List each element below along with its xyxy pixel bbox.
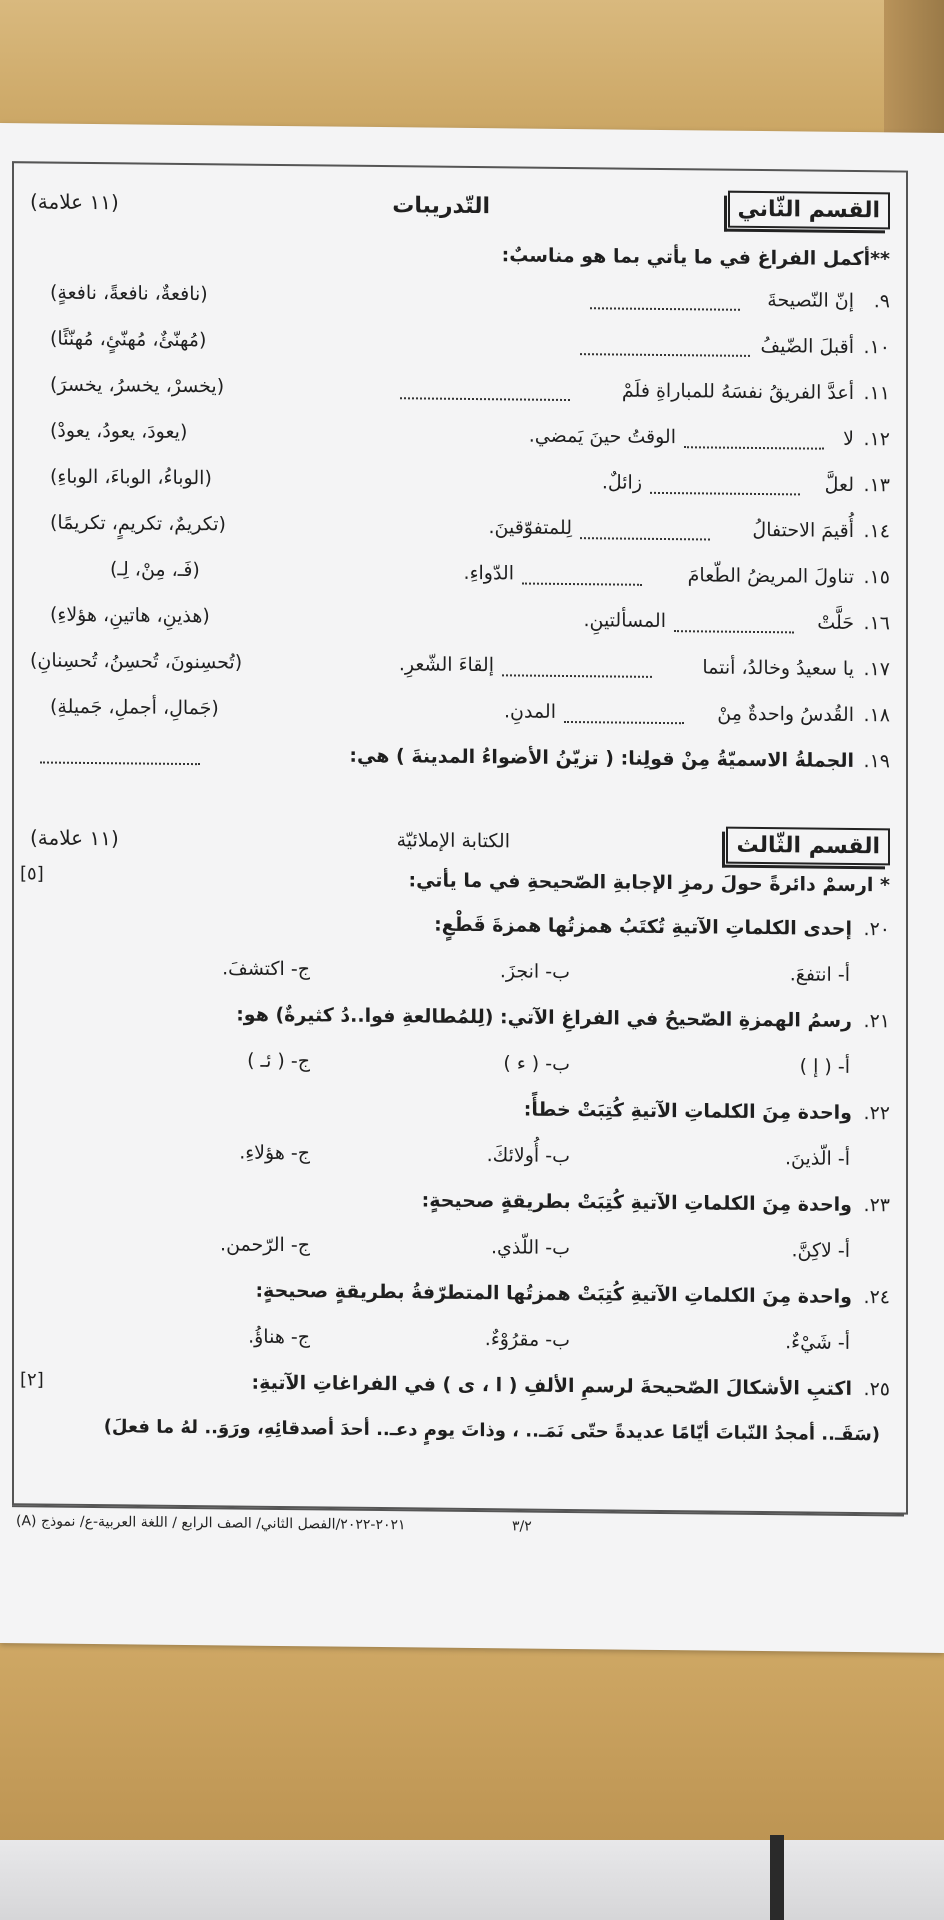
section3-title: القسم الثّالث	[726, 827, 890, 866]
fill-item-14: ١٤. أُقيمَ الاحتفالُ لِلمتفوّقينَ. (تكريمٌ، تكريمٍ، تكريمًا)	[50, 511, 890, 543]
q24-number: ٢٤.	[863, 1286, 890, 1309]
q20-text: إحدى الكلماتِ الآتيةِ تُكتَبُ همزتُها همزةَ قَطْعٍ:	[434, 913, 852, 940]
q22-number: ٢٢.	[863, 1102, 890, 1125]
blank[interactable]	[522, 581, 642, 586]
section3-marks: (١١ علامة)	[30, 825, 119, 851]
q25-number: ٢٥.	[863, 1378, 890, 1401]
q20-option-b[interactable]: ب- انجزَ.	[499, 960, 570, 984]
fill-item-15: ١٥. تناولَ المريضُ الطّعامَ الدّواءِ. (فَـ، مِنْ، لِـ)	[110, 558, 890, 589]
section3-instruction: * ارسمْ دائرةً حولَ رمزِ الإجابةِ الصّحيحةِ في ما يأتي:	[408, 869, 890, 897]
q23-option-c[interactable]: ج- الرّحمن.	[220, 1233, 310, 1257]
blank[interactable]	[580, 535, 710, 540]
q21-option-a[interactable]: أ- ( إ )	[799, 1055, 850, 1078]
fill-item-12: ١٢. لا الوقتُ حينَ يَمضي. (يعودَ، يعودُ، يعودْ)	[50, 419, 890, 451]
q23-number: ٢٣.	[863, 1194, 890, 1217]
blank[interactable]	[564, 719, 684, 724]
exam-paper	[0, 123, 944, 1653]
q22-option-a[interactable]: أ- الّذينَ.	[784, 1147, 850, 1170]
q23-option-a[interactable]: أ- لاكِنَّ.	[791, 1239, 850, 1262]
q24-option-c[interactable]: ج- هناؤُ.	[248, 1325, 310, 1349]
section2-heading: التّدريبات	[392, 193, 490, 220]
fill-item-16: ١٦. حَلَّتْ المسألتينِ. (هذينِ، هاتينِ، هؤلاءِ)	[50, 603, 890, 635]
fill-item-11: ١١. أعدَّ الفريقُ نفسَهُ للمباراةِ فلَمْ (يخسرْ، يخسرُ، يخسرَ)	[50, 373, 890, 405]
q24-option-a[interactable]: أ- شَيْءٌ.	[785, 1331, 850, 1354]
q22-text: واحدة مِنَ الكلماتِ الآتيةِ كُتِبَتْ خطأً:	[523, 1098, 852, 1124]
q20-number: ٢٠.	[863, 918, 890, 941]
background-object-dark	[770, 1835, 784, 1920]
fill-item-18: ١٨. القُدسُ واحدةٌ مِنْ المدنِ. (جَمالِ، أجملِ، جَميلةِ)	[50, 695, 890, 727]
q21-number: ٢١.	[863, 1010, 890, 1033]
q21-option-b[interactable]: ب- ( ء )	[503, 1052, 570, 1076]
background-edge	[884, 0, 944, 140]
fill-item-19: ١٩. الجملةُ الاسميّةُ مِنْ قولِنا: ( تزيّنُ الأضواءُ المدينةَ ) هي:	[20, 741, 890, 790]
blank[interactable]	[502, 672, 652, 678]
fill-item-9: ٩. إنّ النّصيحةَ (نافعةٌ، نافعةً، نافعةٍ)	[50, 281, 890, 313]
q20-option-a[interactable]: أ- انتفعَ.	[789, 963, 850, 986]
q24-option-b[interactable]: ب- مقرُوْءٌ.	[484, 1328, 570, 1352]
footer-info: ٢٠٢١-٢٠٢٢/الفصل الثاني/ الصف الرابع / اللغة العربية-ع/ نموذج (A)	[16, 1513, 406, 1534]
page-number: ٣/٢	[512, 1518, 532, 1535]
q20-option-c[interactable]: ج- اكتشفَ.	[222, 957, 310, 981]
section2-title: القسم الثّاني	[728, 191, 891, 230]
blank[interactable]	[580, 351, 750, 357]
q25-marks: [٢]	[20, 1369, 44, 1391]
q21-text: رسمُ الهمزةِ الصّحيحُ في الفراغِ الآتي: (لِلمُطالعةِ فوا..دُ كثيرةٌ) هو:	[236, 1003, 852, 1032]
section3-submarks: [٥]	[20, 863, 44, 885]
q25-text: اكتبِ الأشكالَ الصّحيحةَ لرسمِ الألفِ ( ا ، ى ) في الفراغاتِ الآتيةِ:	[251, 1371, 852, 1400]
q22-option-b[interactable]: ب- أُولائكَ.	[486, 1144, 570, 1168]
section2-marks: (١١ علامة)	[30, 189, 119, 215]
section3-heading: الكتابة الإملائيّة	[396, 829, 510, 853]
fill-item-10: ١٠. أقبلَ الضّيفُ (مُهنّئٌ، مُهنّئٍ، مُهنّئًا)	[50, 327, 890, 359]
q23-text: واحدة مِنَ الكلماتِ الآتيةِ كُتِبَتْ بطريقةٍ صحيحةٍ:	[421, 1189, 852, 1216]
blank[interactable]	[674, 628, 794, 633]
blank[interactable]	[650, 490, 800, 496]
blank[interactable]	[684, 444, 824, 449]
q21-option-c[interactable]: ج- ( ئـ )	[247, 1049, 310, 1073]
blank[interactable]	[40, 759, 200, 765]
blank[interactable]	[590, 305, 740, 311]
fill-item-13: ١٣. لعلَّ زائلٌ. (الوباءُ، الوباءَ، الوباءِ)	[50, 465, 890, 497]
q22-option-c[interactable]: ج- هؤلاءِ.	[239, 1141, 310, 1165]
section2-instruction: **أكمل الفراغ في ما يأتي بما هو مناسبٌ:	[501, 244, 890, 271]
q24-text: واحدة مِنَ الكلماتِ الآتيةِ كُتِبَتْ همزتُها المتطرّفةُ بطريقةٍ صحيحةٍ:	[255, 1279, 852, 1308]
fill-item-17: ١٧. يا سعيدُ وخالدُ، أنتما إلقاءَ الشّعرِ. (تُحسِنونَ، تُحسِنُ، تُحسِنانِ)	[30, 649, 890, 681]
background-object	[0, 1840, 944, 1920]
blank[interactable]	[400, 395, 570, 401]
q23-option-b[interactable]: ب- اللّذي.	[490, 1236, 570, 1260]
q25-passage: (سَقَـ.. أمجدُ النّباتَ أيّامًا عديدةً حتّى نَمَـ.. ، وذاتَ يومٍ دعـ.. أحدَ أصدقائِهِ، ورَوَ.. لهُ ما فعلَ)	[103, 1416, 880, 1446]
